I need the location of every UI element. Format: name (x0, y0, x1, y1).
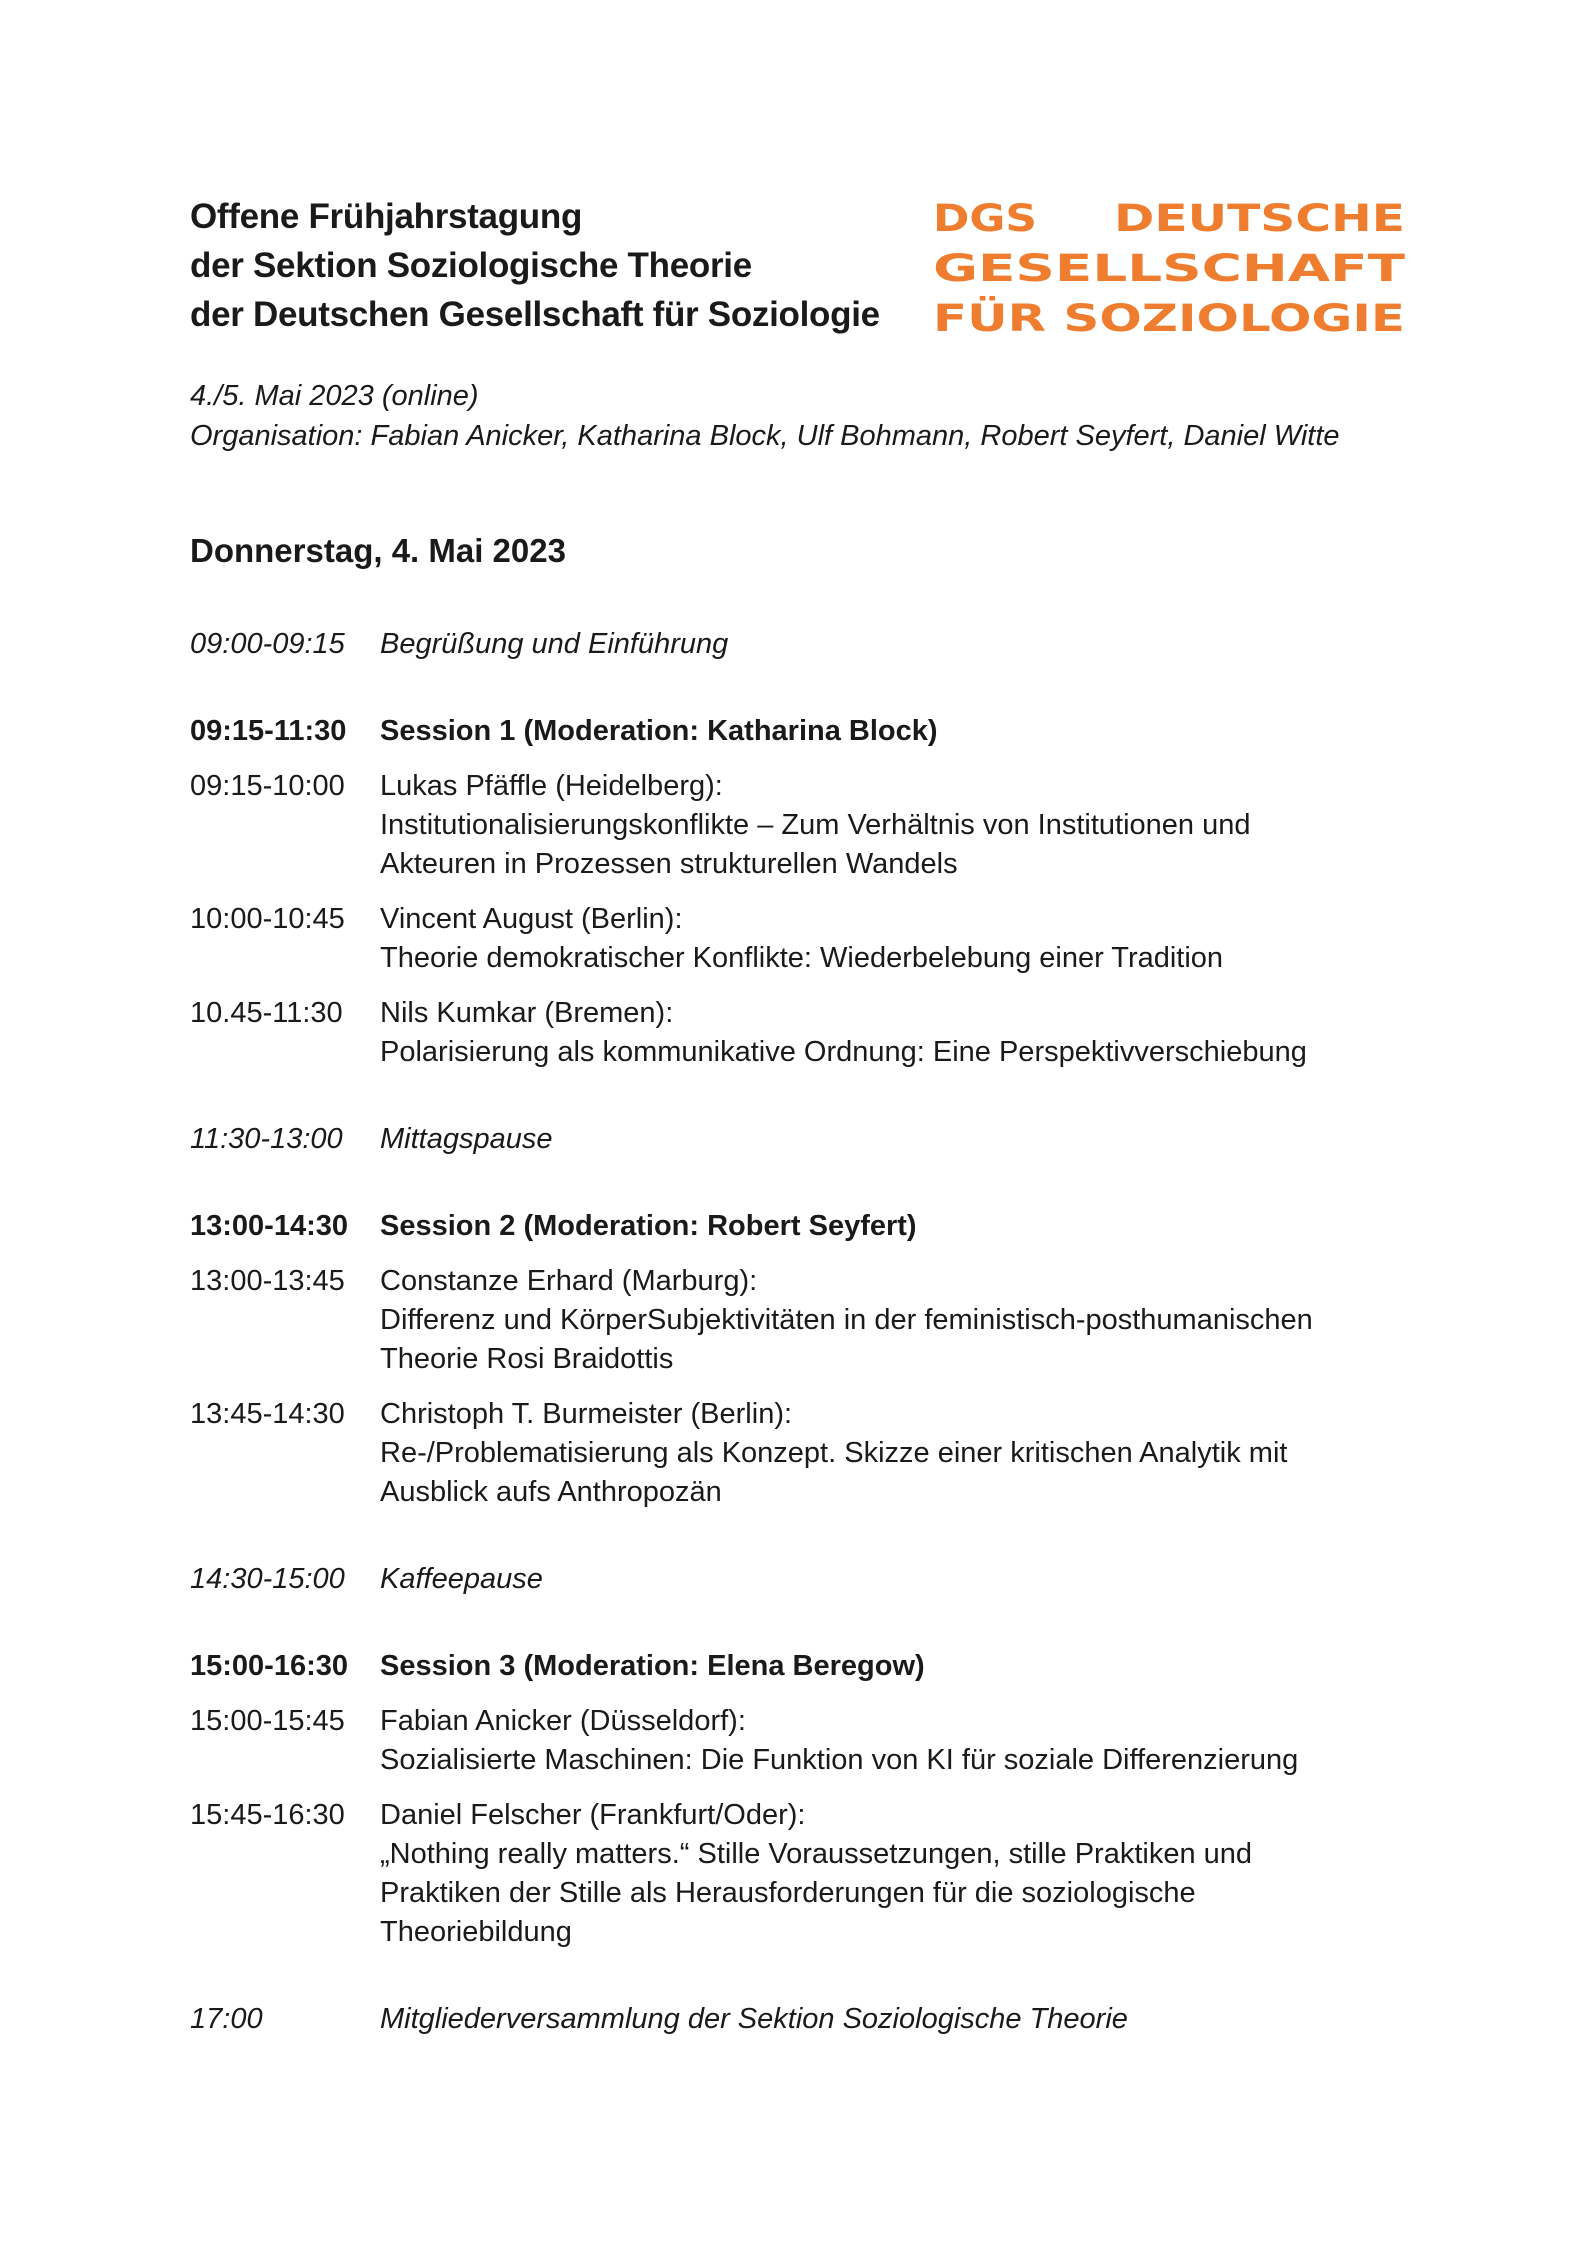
entry-content (380, 1207, 1410, 1246)
session-heading-row (190, 1647, 1410, 1686)
talk-row (190, 994, 1410, 1072)
entry-title-line: Christoph T. Burmeister (Berlin): (380, 1398, 793, 1430)
time-slot: 15:45-16:30 (190, 1799, 345, 1831)
entry-content (380, 1560, 1410, 1599)
time-slot: 15:00-16:30 (190, 1650, 348, 1682)
entry-content (380, 1395, 1410, 1512)
entry-content (380, 1796, 1410, 1952)
document-header (190, 192, 1410, 342)
entry-title-line: Session 3 (Moderation: Elena Beregow) (380, 1650, 925, 1682)
entry-title-line: Daniel Felscher (Frankfurt/Oder): (380, 1799, 806, 1831)
entry-title-line: Fabian Anicker (Düsseldorf): (380, 1705, 746, 1737)
entry-detail-line: Theoriebildung (380, 1916, 572, 1948)
time-slot: 09:15-11:30 (190, 715, 347, 747)
entry-content (380, 767, 1410, 884)
break-row (190, 2000, 1410, 2039)
time-slot: 14:30-15:00 (190, 1563, 345, 1595)
entry-content (380, 994, 1410, 1072)
entry-content (380, 1120, 1410, 1159)
entry-content (380, 625, 1410, 664)
break-row (190, 625, 1410, 664)
event-date: 4./5. Mai 2023 (online) (190, 380, 479, 412)
talk-row (190, 767, 1410, 884)
session-heading-row (190, 1207, 1410, 1246)
talk-row (190, 1395, 1410, 1512)
time-slot: 10:00-10:45 (190, 903, 345, 935)
event-title-line: der Sektion Soziologische Theorie (190, 246, 752, 285)
entry-detail-line: Akteuren in Prozessen strukturellen Wandels (380, 848, 958, 880)
entry-detail-line: Re-/Problematisierung als Konzept. Skizze einer kritischen Analytik mit (380, 1437, 1288, 1469)
break-row (190, 1560, 1410, 1599)
entry-title-line: Vincent August (Berlin): (380, 903, 683, 935)
time-slot: 17:00 (190, 2003, 263, 2035)
entry-title-line: Lukas Pfäffle (Heidelberg): (380, 770, 723, 802)
entry-detail-line: Sozialisierte Maschinen: Die Funktion von KI für soziale Differenzierung (380, 1744, 1299, 1776)
event-organisation: Organisation: Fabian Anicker, Katharina Block, Ulf Bohmann, Robert Seyfert, Daniel Witte (190, 420, 1340, 452)
time-slot: 09:00-09:15 (190, 628, 345, 660)
talk-row (190, 1796, 1410, 1952)
talk-row (190, 1262, 1410, 1379)
day-heading: Donnerstag, 4. Mai 2023 (190, 532, 566, 569)
entry-title-line: Session 1 (Moderation: Katharina Block) (380, 715, 938, 747)
entry-content (380, 1647, 1410, 1686)
entry-detail-line: Theorie Rosi Braidottis (380, 1343, 674, 1375)
entry-detail-line: Praktiken der Stille als Herausforderungen für die soziologische (380, 1877, 1196, 1909)
entry-detail-line: Differenz und KörperSubjektivitäten in der feministisch-posthumanischen (380, 1304, 1313, 1336)
time-slot: 10.45-11:30 (190, 997, 343, 1029)
event-title-line: der Deutschen Gesellschaft für Soziologie (190, 295, 880, 334)
entry-content (380, 900, 1410, 978)
entry-title-line: Mittagspause (380, 1123, 553, 1155)
entry-content (380, 1702, 1410, 1780)
entry-content (380, 1262, 1410, 1379)
entry-title-line: Constanze Erhard (Marburg): (380, 1265, 758, 1297)
time-slot: 09:15-10:00 (190, 770, 345, 802)
entry-detail-line: Theorie demokratischer Konflikte: Wiederbelebung einer Tradition (380, 942, 1224, 974)
time-slot: 15:00-15:45 (190, 1705, 345, 1737)
entry-title-line: Mitgliederversammlung der Sektion Soziologische Theorie (380, 2003, 1128, 2035)
logo-line3: FÜR SOZIOLOGIE (933, 297, 1283, 335)
time-slot: 11:30-13:00 (190, 1123, 343, 1155)
event-title (190, 192, 910, 339)
dgs-logo (933, 195, 1413, 335)
event-title-line: Offene Frühjahrstagung (190, 197, 583, 236)
logo-line1: DEUTSCHE (1114, 197, 1405, 240)
entry-detail-line: „Nothing really matters.“ Stille Voraussetzungen, stille Praktiken und (380, 1838, 1253, 1870)
logo-line2: GESELLSCHAFT (933, 247, 1407, 290)
schedule (190, 625, 1410, 2039)
logo-abbr: DGS (933, 197, 1037, 240)
entry-content (380, 712, 1410, 751)
time-slot: 13:00-14:30 (190, 1210, 348, 1242)
talk-row (190, 900, 1410, 978)
time-slot: 13:00-13:45 (190, 1265, 345, 1297)
time-slot: 13:45-14:30 (190, 1398, 345, 1430)
entry-title-line: Kaffeepause (380, 1563, 543, 1595)
entry-detail-line: Ausblick aufs Anthropozän (380, 1476, 722, 1508)
event-meta (190, 376, 1340, 456)
entry-detail-line: Institutionalisierungskonflikte – Zum Verhältnis von Institutionen und (380, 809, 1251, 841)
talk-row (190, 1702, 1410, 1780)
entry-title-line: Begrüßung und Einführung (380, 628, 729, 660)
break-row (190, 1120, 1410, 1159)
session-heading-row (190, 712, 1410, 751)
entry-detail-line: Polarisierung als kommunikative Ordnung: Eine Perspektivverschiebung (380, 1036, 1307, 1068)
entry-content (380, 2000, 1410, 2039)
entry-title-line: Session 2 (Moderation: Robert Seyfert) (380, 1210, 917, 1242)
entry-title-line: Nils Kumkar (Bremen): (380, 997, 674, 1029)
